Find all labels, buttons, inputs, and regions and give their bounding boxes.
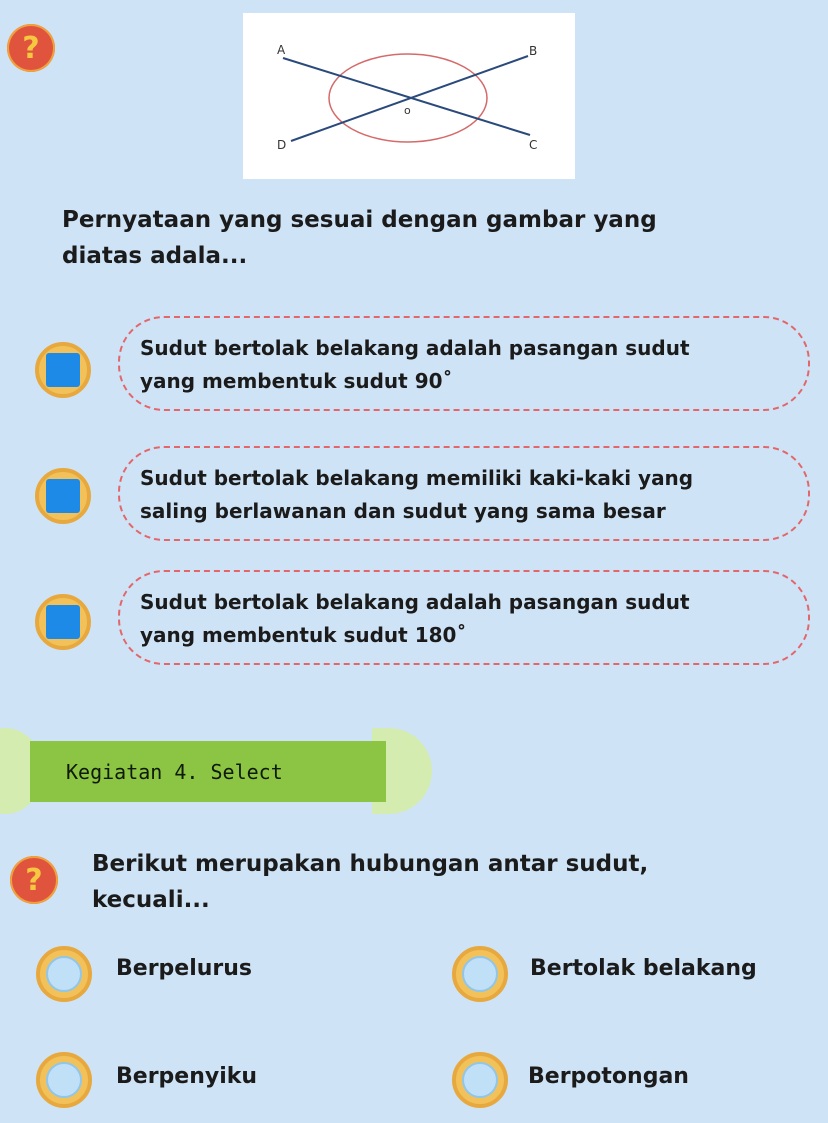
option-2-line-2: saling berlawanan dan sudut yang sama besar bbox=[140, 499, 666, 523]
question-2-line-2: kecuali... bbox=[92, 887, 210, 913]
option-2[interactable] bbox=[118, 446, 810, 541]
option-2-checkbox[interactable] bbox=[35, 468, 91, 524]
intersecting-lines-diagram bbox=[243, 13, 575, 179]
question-mark-icon bbox=[7, 24, 55, 72]
label-d: D bbox=[277, 138, 287, 152]
radio-circle bbox=[46, 956, 82, 992]
section-title: Kegiatan 4. Select bbox=[66, 759, 283, 784]
checkbox-square bbox=[46, 605, 80, 639]
option-2-line-1: Sudut bertolak belakang memiliki kaki-kaki yang bbox=[140, 466, 694, 490]
question-glyph: ? bbox=[25, 862, 43, 898]
label-a: A bbox=[277, 43, 286, 57]
option-3-checkbox[interactable] bbox=[35, 594, 91, 650]
question-1-line-2: diatas adala... bbox=[62, 243, 248, 269]
label-b: B bbox=[529, 44, 538, 58]
option-1-checkbox[interactable] bbox=[35, 342, 91, 398]
section-banner bbox=[30, 741, 386, 802]
option-1-line-1: Sudut bertolak belakang adalah pasangan sudut bbox=[140, 336, 690, 360]
checkbox-square bbox=[46, 353, 80, 387]
radio-circle bbox=[462, 956, 498, 992]
choice-3-label[interactable]: Berpenyiku bbox=[116, 1064, 258, 1089]
question-2-text bbox=[92, 846, 648, 918]
checkbox-square bbox=[46, 479, 80, 513]
angle-figure bbox=[243, 13, 575, 179]
option-3-line-1: Sudut bertolak belakang adalah pasangan sudut bbox=[140, 590, 690, 614]
question-2-line-1: Berikut merupakan hubungan antar sudut, bbox=[92, 851, 649, 877]
choice-4-radio[interactable] bbox=[452, 1052, 508, 1108]
choice-2-radio[interactable] bbox=[452, 946, 508, 1002]
option-1[interactable] bbox=[118, 316, 810, 411]
choice-1-label[interactable]: Berpelurus bbox=[116, 956, 253, 981]
choice-4-label[interactable]: Berpotongan bbox=[528, 1064, 689, 1089]
option-3-line-2: yang membentuk sudut 180˚ bbox=[140, 623, 467, 647]
radio-circle bbox=[462, 1062, 498, 1098]
line-db bbox=[291, 56, 528, 141]
question-glyph: ? bbox=[22, 30, 40, 66]
label-c: C bbox=[529, 138, 538, 152]
option-3[interactable] bbox=[118, 570, 810, 665]
question-mark-icon bbox=[10, 856, 58, 904]
choice-3-radio[interactable] bbox=[36, 1052, 92, 1108]
question-1-line-1: Pernyataan yang sesuai dengan gambar yang bbox=[62, 207, 657, 233]
question-1-text bbox=[62, 202, 657, 274]
choice-1-radio[interactable] bbox=[36, 946, 92, 1002]
choice-2-label[interactable]: Bertolak belakang bbox=[530, 956, 757, 981]
label-o: o bbox=[404, 104, 411, 117]
radio-circle bbox=[46, 1062, 82, 1098]
option-1-line-2: yang membentuk sudut 90˚ bbox=[140, 369, 453, 393]
